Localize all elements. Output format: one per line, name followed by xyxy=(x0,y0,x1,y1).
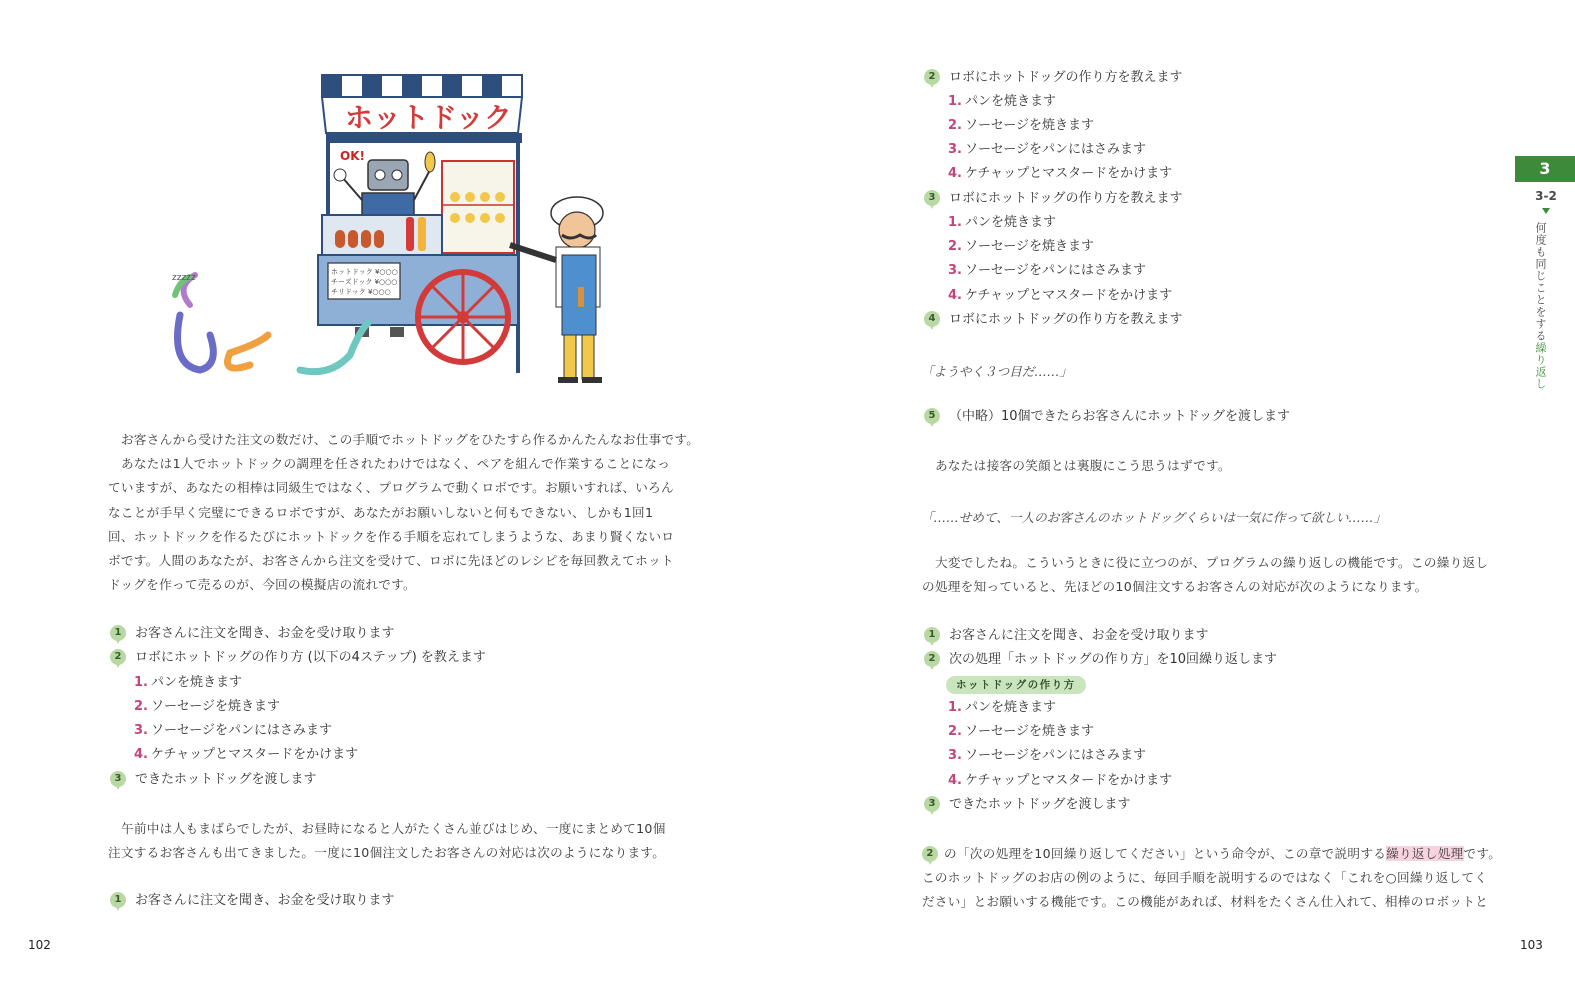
display-case xyxy=(442,161,514,253)
step-text: お客さんに注文を聞き、お金を受け取ります xyxy=(135,626,395,641)
step-text: お客さんに注文を聞き、お金を受け取ります xyxy=(135,893,395,908)
chapter-tab: 3 xyxy=(1515,156,1575,182)
step-number-badge: 4 xyxy=(924,311,940,327)
substep-number: 3. xyxy=(948,748,962,763)
conclusion-text-a: の「次の処理を10回繰り返してください」という命令が、この章で説明する xyxy=(944,846,1387,861)
substep-number: 1. xyxy=(948,700,962,715)
substep-text: ソーセージを焼きます xyxy=(964,724,1094,739)
substep-item xyxy=(948,746,1146,766)
recipe-label-pill: ホットドッグの作り方 xyxy=(946,676,1086,694)
substep-item xyxy=(948,698,1056,718)
substep-text: パンを焼きます xyxy=(964,215,1056,230)
step-text: 次の処理「ホットドッグの作り方」を10回繰り返します xyxy=(949,652,1278,667)
conclusion-line: ださい」とお願いする機能です。この機能があれば、材料をたくさん仕入れて、相棒のロボットと xyxy=(922,894,1489,910)
substep-item xyxy=(948,116,1094,136)
step-text: お客さんに注文を聞き、お金を受け取ります xyxy=(949,628,1209,643)
smile-line: あなたは接客の笑顔とは裏腹にこう思うはずです。 xyxy=(935,458,1231,473)
repeat-line: 大変でしたね。こういうときに役に立つのが、プログラムの繰り返しの機能です。この繰り返し xyxy=(935,555,1489,570)
substep-number: 1. xyxy=(948,94,962,109)
right-page xyxy=(787,0,1575,1001)
left-page xyxy=(0,0,787,1001)
substep-text: パンを焼きます xyxy=(150,675,242,690)
step-number-badge: 3 xyxy=(924,190,940,206)
sleep-zzz: zzzzz xyxy=(172,273,196,283)
substep-number: 4. xyxy=(948,773,962,788)
substep-text: ソーセージを焼きます xyxy=(964,239,1094,254)
substep-number: 4. xyxy=(134,747,148,762)
stand-sign: ホットドック xyxy=(345,101,512,134)
menu-line-1: ホットドック ¥○○○ xyxy=(331,268,398,276)
substep-text: ケチャップとマスタードをかけます xyxy=(964,773,1173,788)
substep-item xyxy=(948,213,1056,233)
step-number-badge: 2 xyxy=(924,651,940,667)
substep-item xyxy=(134,721,332,741)
substep-item xyxy=(134,697,280,717)
intro-line: お客さんから受けた注文の数だけ、この手順でホットドッグをひたすら作るかんたんなお仕事です。 xyxy=(121,432,700,447)
step-number-badge: 2 xyxy=(922,846,938,862)
intro-line: ボです。人間のあなたが、お客さんから注文を受けて、ロボに先ほどのレシピを毎回教えてホット xyxy=(108,553,674,569)
substep-item xyxy=(948,286,1172,306)
substep-item xyxy=(134,745,358,765)
step-number-badge: 3 xyxy=(110,771,126,787)
substep-text: ケチャップとマスタードをかけます xyxy=(964,288,1173,303)
intro-paragraph xyxy=(108,428,699,597)
conclusion-text-b: です。 xyxy=(1463,846,1502,861)
page-number-left: 102 xyxy=(28,938,51,952)
step-number-badge: 1 xyxy=(924,627,940,643)
cart-wheel xyxy=(418,272,508,362)
substep-item xyxy=(948,92,1056,112)
step-text: ロボにホットドッグの作り方を教えます xyxy=(949,191,1183,206)
down-arrow-icon xyxy=(1542,208,1550,214)
substep-item xyxy=(948,237,1094,257)
step-number-badge: 1 xyxy=(110,625,126,641)
conclusion-line xyxy=(922,842,1501,866)
step-number-badge: 3 xyxy=(924,796,940,812)
step-number-badge: 2 xyxy=(110,649,126,665)
section-title: 何度も同じことをする xyxy=(1534,222,1547,342)
menu-line-2: チーズドック ¥○○○ xyxy=(331,278,398,286)
step-text: できたホットドッグを渡します xyxy=(949,797,1131,812)
step-text: （中略）10個できたらお客さんにホットドッグを渡します xyxy=(949,409,1291,424)
intro-line: ていますが、あなたの相棒は同級生ではなく、プログラムで動くロボです。お願いすれば、いろん xyxy=(108,480,674,496)
substep-item xyxy=(948,722,1094,742)
substep-number: 2. xyxy=(948,724,962,739)
substep-number: 2. xyxy=(948,118,962,133)
intro-line: なことが手早く完璧にできるロボですが、あなたがお願いしないと何もできない、しかも1回1 xyxy=(108,504,654,520)
substep-text: パンを焼きます xyxy=(964,94,1056,109)
quote-wish: 「……せめて、一人のお客さんのホットドッグくらいは一気に作って欲しい……」 xyxy=(921,510,1387,525)
step-number-badge: 1 xyxy=(110,892,126,908)
substep-text: ソーセージを焼きます xyxy=(150,699,280,714)
smile-paragraph xyxy=(922,454,1231,478)
substep-number: 4. xyxy=(948,288,962,303)
menu-line-3: チリドック ¥○○○ xyxy=(331,288,391,296)
substep-text: パンを焼きます xyxy=(964,700,1056,715)
substep-text: ソーセージをパンにはさみます xyxy=(150,723,332,738)
substep-number: 3. xyxy=(134,723,148,738)
step-text: できたホットドッグを渡します xyxy=(135,772,317,787)
lunch-paragraph xyxy=(108,817,666,865)
substep-text: ソーセージをパンにはさみます xyxy=(964,263,1146,278)
substep-item xyxy=(948,261,1146,281)
quote-third: 「ようやく３つ目だ……」 xyxy=(921,364,1073,379)
substep-number: 2. xyxy=(948,239,962,254)
substep-number: 1. xyxy=(948,215,962,230)
page-number-right: 103 xyxy=(1520,938,1543,952)
substep-item xyxy=(134,673,242,693)
substep-number: 4. xyxy=(948,166,962,181)
substep-item xyxy=(948,140,1146,160)
substep-text: ケチャップとマスタードをかけます xyxy=(150,747,359,762)
substep-number: 3. xyxy=(948,263,962,278)
substep-text: ソーセージをパンにはさみます xyxy=(964,142,1146,157)
substep-text: ソーセージをパンにはさみます xyxy=(964,748,1146,763)
substep-item xyxy=(948,771,1172,791)
hotdog-stand-illustration xyxy=(150,65,620,400)
step-number-badge: 5 xyxy=(924,408,940,424)
intro-line: 回、ホットドックを作るたびにホットドックを作る手順を忘れてしまうような、あまり賢くないロ xyxy=(108,528,675,544)
step-text: ロボにホットドッグの作り方を教えます xyxy=(949,312,1183,327)
step-text: ロボにホットドッグの作り方を教えます xyxy=(949,70,1183,85)
intro-line: ドッグを作って売るのが、今回の模擬店の流れです。 xyxy=(108,577,416,593)
step-text: ロボにホットドッグの作り方 (以下の4ステップ) を教えます xyxy=(135,650,486,665)
step-number-badge: 2 xyxy=(924,69,940,85)
section-number: 3-2 xyxy=(1535,189,1557,203)
highlight-repeat-processing: 繰り返し処理 xyxy=(1386,846,1464,861)
robot-ok-text: OK! xyxy=(340,149,365,163)
substep-number: 1. xyxy=(134,675,148,690)
repeat-line: の処理を知っていると、先ほどの10個注文するお客さんの対応が次のようになります。 xyxy=(922,579,1428,595)
chef-man xyxy=(510,197,603,383)
substep-number: 3. xyxy=(948,142,962,157)
substep-number: 2. xyxy=(134,699,148,714)
lunch-line: 注文するお客さんも出てきました。一度に10個注文したお客さんの対応は次のようになります。 xyxy=(108,845,666,861)
section-subtitle: 繰り返し xyxy=(1534,342,1547,390)
substep-text: ソーセージを焼きます xyxy=(964,118,1094,133)
lunch-line: 午前中は人もまばらでしたが、お昼時になると人がたくさん並びはじめ、一度にまとめて10個 xyxy=(121,821,666,836)
substep-text: ケチャップとマスタードをかけます xyxy=(964,166,1173,181)
substep-item xyxy=(948,164,1172,184)
conclusion-paragraph xyxy=(922,842,1501,915)
repeat-intro-paragraph xyxy=(922,551,1488,599)
intro-line: あなたは1人でホットドックの調理を任されたわけではなく、ペアを組んで作業することになっ xyxy=(121,456,671,472)
conclusion-line: このホットドッグのお店の例のように、毎回手順を説明するのではなく「これを○回繰り返してく xyxy=(922,870,1488,886)
